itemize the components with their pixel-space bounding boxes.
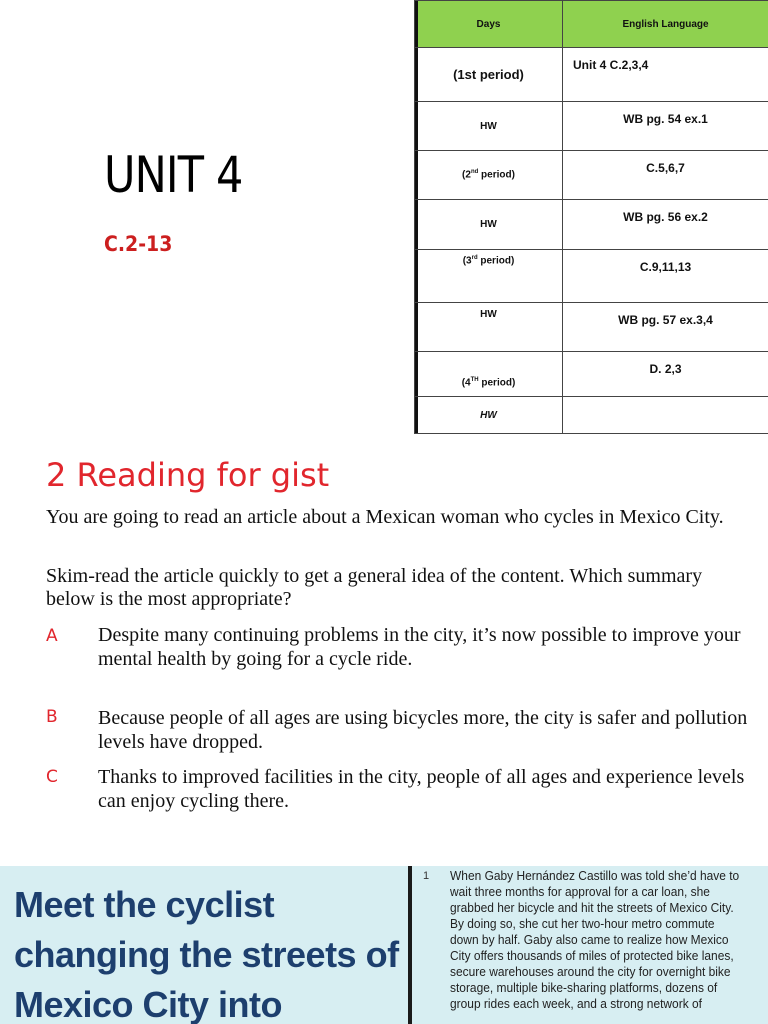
- schedule-task: D. 2,3: [563, 352, 768, 397]
- table-row: [415, 151, 768, 200]
- schedule-task: Unit 4 C.2,3,4: [563, 48, 768, 102]
- schedule-day: (4TH period): [415, 352, 563, 397]
- table-row: [415, 397, 768, 434]
- schedule-day: HW: [415, 397, 563, 434]
- schedule-task: WB pg. 54 ex.1: [563, 102, 768, 151]
- column-divider: [408, 866, 412, 1024]
- intro-paragraph: You are going to read an article about a Mexican woman who cycles in Mexico City.: [46, 506, 724, 528]
- schedule-header-subject: English Language: [563, 1, 768, 48]
- table-row: [415, 48, 768, 102]
- schedule-day: HW: [415, 102, 563, 151]
- paragraph-number: 1: [423, 870, 430, 882]
- option-a-text: Despite many continuing problems in the city, it’s now possible to improve your mental health by going for a cycle ride.: [98, 624, 741, 670]
- article-body: When Gaby Hernández Castillo was told she’d have to wait three months for approval for a car loan, she grabbed her bicycle and hit the streets of Mexico City. By doing so, she cut her two-hour metro commute down by half. Gaby also came to realize how Mexico City offers thousands of miles of protected bike lanes, secure warehouses around the city for overnight bike storage, multiple bike-sharing platforms, dozens of group rides each week, and a strong network of: [450, 868, 740, 1011]
- article-banner: [0, 866, 768, 1024]
- table-row: [415, 352, 768, 397]
- schedule-task: [563, 397, 768, 434]
- schedule-task: C.9,11,13: [563, 250, 768, 303]
- section-title: 2 Reading for gist: [46, 456, 330, 494]
- option-c-text: Thanks to improved facilities in the city, people of all ages and experience levels can enjoy cycling there.: [98, 766, 745, 812]
- schedule-task: C.5,6,7: [563, 151, 768, 200]
- unit-title: UNIT 4: [104, 146, 243, 204]
- schedule-task: WB pg. 57 ex.3,4: [563, 303, 768, 352]
- instruction-paragraph: Skim-read the article quickly to get a general idea of the content. Which summary below is the most appropriate?: [46, 565, 703, 610]
- schedule-task: WB pg. 56 ex.2: [563, 200, 768, 250]
- article-headline: Meet the cyclist changing the streets of Mexico City into: [14, 884, 399, 1024]
- table-row: [415, 200, 768, 250]
- unit-subtitle: C.2-13: [104, 232, 173, 256]
- schedule-header-days: Days: [415, 1, 563, 48]
- schedule-day: (3rd period): [415, 250, 563, 303]
- option-a-letter: A: [46, 626, 58, 646]
- schedule-day: HW: [415, 303, 563, 352]
- table-row: [415, 250, 768, 303]
- option-b-letter: B: [46, 707, 58, 727]
- option-b-text: Because people of all ages are using bicycles more, the city is safer and pollution levels have dropped.: [98, 707, 748, 753]
- schedule-table: [414, 0, 768, 434]
- schedule-day: HW: [415, 200, 563, 250]
- schedule-day: (2nd period): [415, 151, 563, 200]
- table-row: [415, 102, 768, 151]
- option-c-letter: C: [46, 767, 58, 787]
- schedule-day: (1st period): [415, 48, 563, 102]
- table-row: [415, 303, 768, 352]
